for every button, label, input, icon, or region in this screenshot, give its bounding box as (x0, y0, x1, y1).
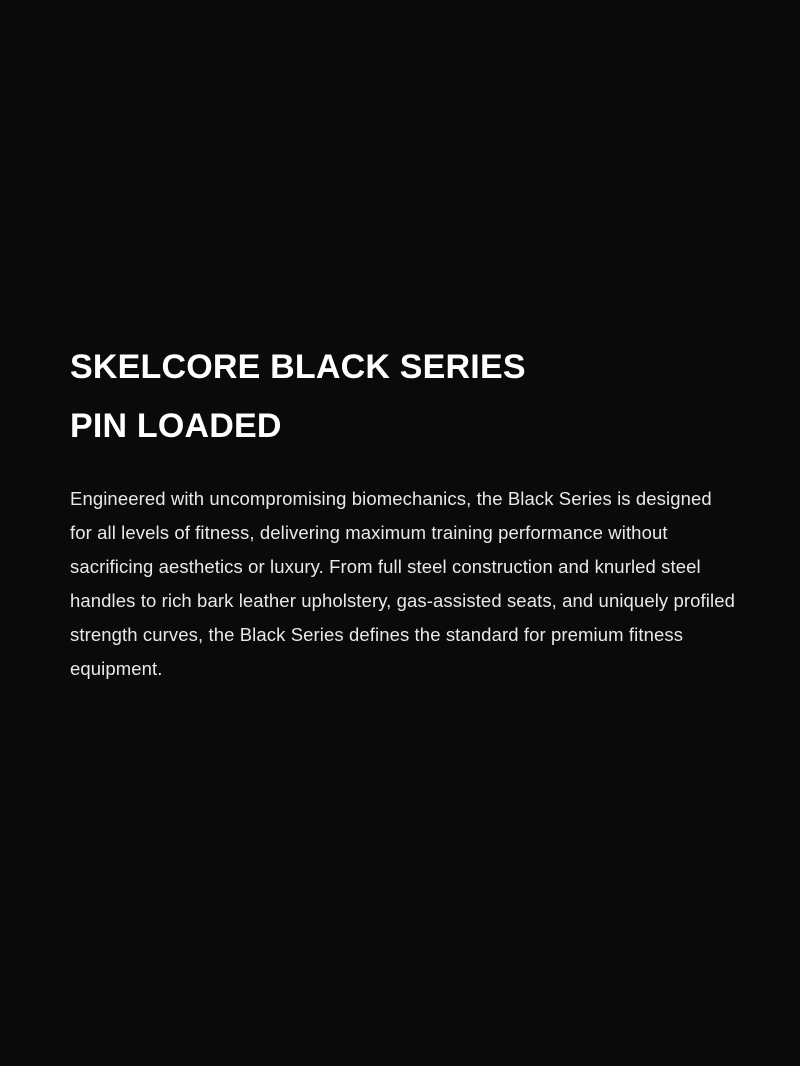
hero-content (70, 338, 738, 686)
headline-line-2: PIN LOADED (70, 407, 282, 446)
headline-line-1: SKELCORE BLACK SERIES (70, 348, 526, 386)
hero-description: Engineered with uncompromising biomechanics, the Black Series is designed for all levels of fitness, delivering maximum training performance without sacrificing aesthetics or luxury. From full steel construction and knurled steel handles to rich bark leather upholstery, gas-assisted seats, and uniquely profiled strength curves, the Black Series defines the standard for premium fitness equipment. (70, 488, 735, 680)
page-title (70, 338, 738, 456)
